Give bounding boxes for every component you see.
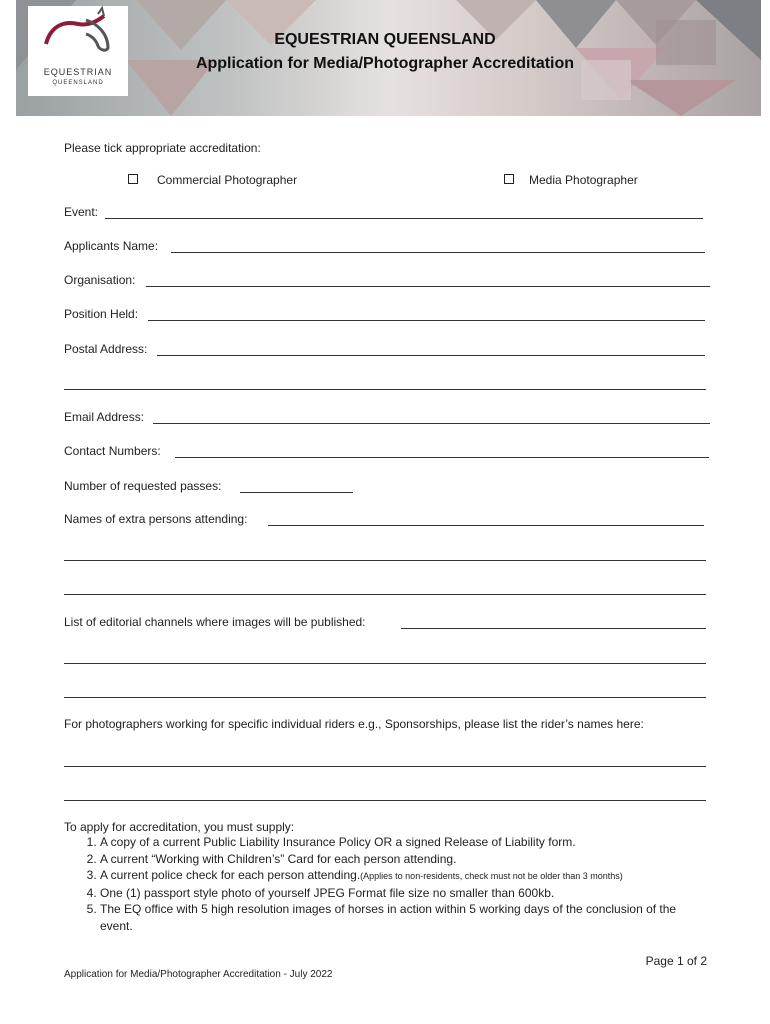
extra-persons-field[interactable] xyxy=(268,525,704,526)
email-address-field[interactable] xyxy=(153,423,710,424)
event-field[interactable] xyxy=(105,218,703,219)
requirement-text: A current “Working with Children’s” Card for each person attending. xyxy=(100,851,457,866)
requirement-item xyxy=(100,901,700,934)
requirement-item xyxy=(100,885,700,902)
extra-persons-label: Names of extra persons attending: xyxy=(64,512,248,526)
form-title: Application for Media/Photographer Accreditation xyxy=(195,55,575,72)
editorial-channels-field-line2[interactable] xyxy=(64,663,706,664)
position-held-label: Position Held: xyxy=(64,307,139,321)
editorial-channels-label: List of editorial channels where images will be published: xyxy=(64,615,366,629)
org-title: EQUESTRIAN QUEENSLAND xyxy=(274,31,496,48)
requirement-text: One (1) passport style photo of yourself JPEG Format file size no smaller than 600kb. xyxy=(100,885,555,900)
requested-passes-field[interactable] xyxy=(240,492,353,493)
postal-address-label: Postal Address: xyxy=(64,342,148,356)
editorial-channels-field-line3[interactable] xyxy=(64,697,706,698)
extra-persons-field-line2[interactable] xyxy=(64,560,706,561)
requirement-item xyxy=(100,834,700,851)
media-photographer-label: Media Photographer xyxy=(529,173,638,187)
horse-head-logo-icon xyxy=(28,6,128,66)
requirement-text: A copy of a current Public Liability Insurance Policy OR a signed Release of Liability form. xyxy=(100,835,576,849)
requirements-intro: To apply for accreditation, you must supply: xyxy=(64,820,295,834)
contact-numbers-field[interactable] xyxy=(175,457,709,458)
requirements-section xyxy=(64,820,700,934)
requirements-list xyxy=(64,834,700,934)
logo-subwordmark: QUEENSLAND xyxy=(52,80,104,86)
logo-wordmark: EQUESTRIAN xyxy=(43,67,113,77)
page-number: Page 1 of 2 xyxy=(645,954,707,968)
commercial-photographer-label: Commercial Photographer xyxy=(157,173,298,187)
equestrian-queensland-logo xyxy=(28,6,128,96)
applicants-name-field[interactable] xyxy=(171,252,705,253)
organisation-field[interactable] xyxy=(146,286,710,287)
requirement-text: The EQ office with 5 high resolution images of horses in action within 5 working days of the conclusion of the event. xyxy=(100,902,677,933)
postal-address-field[interactable] xyxy=(157,355,705,356)
extra-persons-field-line3[interactable] xyxy=(64,594,706,595)
postal-address-field-line2[interactable] xyxy=(64,389,706,390)
event-label: Event: xyxy=(64,205,99,219)
organisation-label: Organisation: xyxy=(64,273,136,287)
rider-names-label: For photographers working for specific individual riders e.g., Sponsorships, please list the rider’s names here: xyxy=(64,717,644,731)
accreditation-prompt: Please tick appropriate accreditation: xyxy=(64,141,261,155)
requirement-text: A current police check for each person attending. xyxy=(100,868,361,882)
applicants-name-label: Applicants Name: xyxy=(64,239,159,253)
requirement-item xyxy=(100,867,700,885)
rider-names-field[interactable] xyxy=(64,766,706,767)
commercial-photographer-checkbox[interactable] xyxy=(128,174,138,184)
requirement-note: (Applies to non-residents, check must not be older than 3 months) xyxy=(360,871,623,881)
requirement-item xyxy=(100,851,700,868)
requested-passes-label: Number of requested passes: xyxy=(64,479,222,493)
email-address-label: Email Address: xyxy=(64,410,145,424)
media-photographer-checkbox[interactable] xyxy=(504,174,514,184)
position-held-field[interactable] xyxy=(148,320,705,321)
footer-doc-title: Application for Media/Photographer Accreditation - July 2022 xyxy=(64,969,333,980)
contact-numbers-label: Contact Numbers: xyxy=(64,444,161,458)
editorial-channels-field[interactable] xyxy=(401,628,706,629)
rider-names-field-line2[interactable] xyxy=(64,800,706,801)
